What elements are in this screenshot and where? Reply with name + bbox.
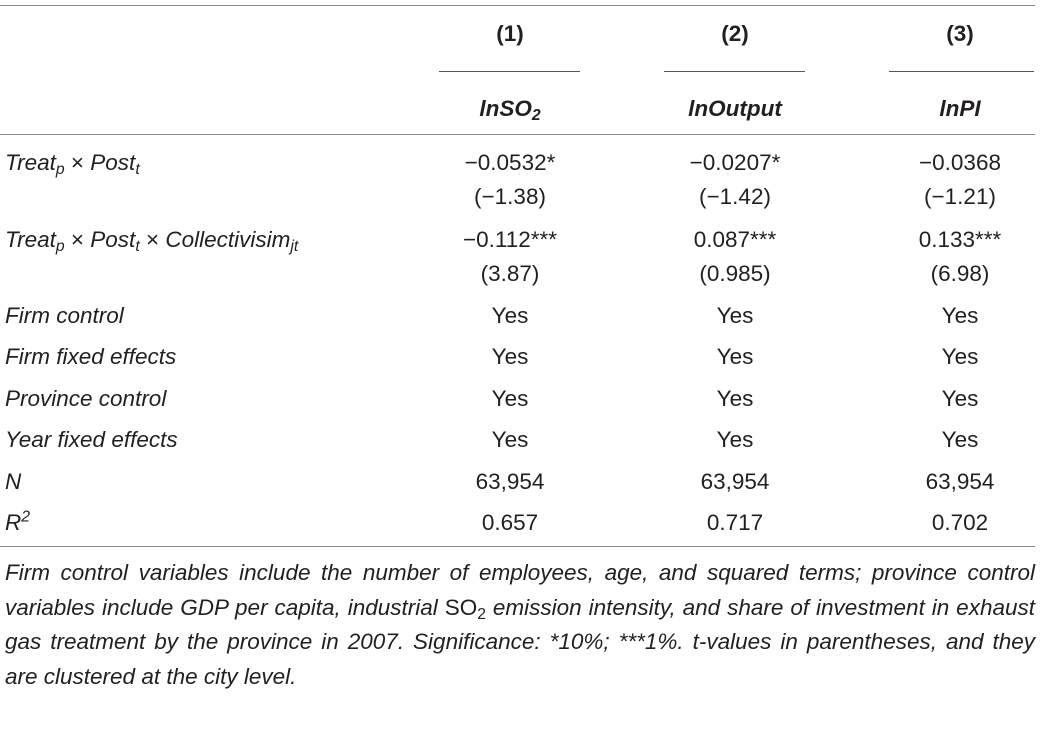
column-2-number: (2)	[721, 21, 749, 46]
r2-coef-col1: −0.112***	[462, 227, 558, 252]
table-footnote: Firm control variables include the number of employees, age, and squared terms; province control variables include GDP per capita, industrial $SO_2$ emission intensity, and share of investment in exhaust gas treatment by the province in 2007. Significance: *10%; ***1%. t-values in parentheses, and they are clustered at the city level.	[5, 560, 1035, 689]
r-squared-col1: 0.657	[481, 510, 539, 535]
row-label-firm-control: Firm control	[5, 303, 124, 328]
r1-tval-col2: (−1.42)	[699, 184, 771, 209]
r2-coef-col3: 0.133***	[918, 227, 1002, 252]
r2-tval-col1: (3.87)	[480, 261, 540, 286]
column-2-variable: lnOutput	[688, 96, 782, 121]
r1-tval-col1: (−1.38)	[474, 184, 546, 209]
prov-control-col2: Yes	[716, 386, 754, 411]
r-squared-col2: 0.717	[706, 510, 764, 535]
r-squared-col3: 0.702	[931, 510, 989, 535]
year-fe-col3: Yes	[941, 427, 979, 452]
row-label-province-control: Province control	[5, 386, 167, 411]
row-label-treat-post-collectivisim: Treat$_p$ × Post$_t$ × Collectivisim$_{jt}$	[5, 227, 299, 255]
firm-fe-col3: Yes	[941, 344, 979, 369]
r1-coef-col1: −0.0532*	[464, 150, 556, 175]
n-col2: 63,954	[700, 469, 770, 494]
column-3-number: (3)	[946, 21, 974, 46]
row-label-firm-fixed-effects: Firm fixed effects	[5, 344, 177, 369]
year-fe-col1: Yes	[491, 427, 529, 452]
table-bottom-rule	[0, 546, 1035, 547]
column-1-header-rule	[439, 71, 580, 72]
column-2-header-rule	[664, 71, 805, 72]
firm-control-col3: Yes	[941, 303, 979, 328]
prov-control-col1: Yes	[491, 386, 529, 411]
column-1-variable: lnSO$_2$	[479, 96, 541, 124]
r2-tval-col2: (0.985)	[699, 261, 771, 286]
row-label-r-squared: $R^2$	[5, 508, 31, 535]
row-label-treat-post: Treat$_p$ × Post$_t$	[5, 150, 140, 178]
column-1-number: (1)	[496, 21, 524, 46]
table-top-rule	[0, 5, 1035, 6]
header-bottom-rule	[0, 134, 1035, 135]
r1-tval-col3: (−1.21)	[924, 184, 996, 209]
r1-coef-col2: −0.0207*	[689, 150, 781, 175]
firm-fe-col1: Yes	[491, 344, 529, 369]
n-col1: 63,954	[475, 469, 545, 494]
row-label-year-fixed-effects: Year fixed effects	[5, 427, 178, 452]
row-label-n: N	[5, 469, 22, 494]
r2-coef-col2: 0.087***	[693, 227, 777, 252]
r2-tval-col3: (6.98)	[930, 261, 990, 286]
year-fe-col2: Yes	[716, 427, 754, 452]
prov-control-col3: Yes	[941, 386, 979, 411]
column-3-header-rule	[889, 71, 1034, 72]
firm-fe-col2: Yes	[716, 344, 754, 369]
n-col3: 63,954	[925, 469, 995, 494]
r1-coef-col3: −0.0368	[919, 150, 1001, 175]
column-3-variable: lnPI	[939, 96, 981, 121]
firm-control-col1: Yes	[491, 303, 529, 328]
firm-control-col2: Yes	[716, 303, 754, 328]
